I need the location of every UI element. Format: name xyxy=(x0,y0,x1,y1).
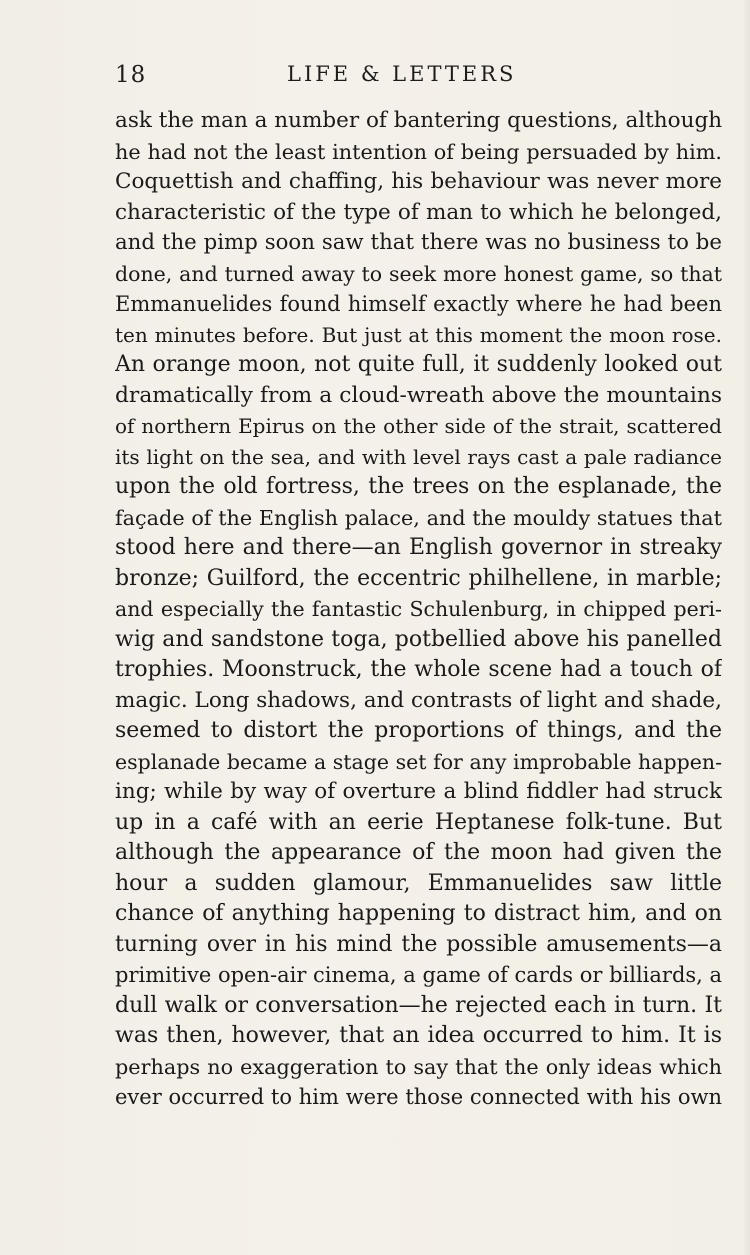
text-line: turning over in his mind the possible amusements—a xyxy=(115,931,722,957)
text-line: wig and sandstone toga, potbellied above his panelled xyxy=(115,626,722,652)
text-line: although the appearance of the moon had given the xyxy=(115,840,722,865)
text-line: Emmanuelides found himself exactly where he had been xyxy=(115,292,722,316)
text-line: was then, however, that an idea occurred to him. It is xyxy=(115,1023,722,1048)
text-line: of northern Epirus on the other side of the strait, scattered xyxy=(115,414,722,438)
text-line: bronze; Guilford, the eccentric philhellene, in marble; xyxy=(115,565,722,591)
text-line: chance of anything happening to distract him, and on xyxy=(115,901,722,926)
page-edge xyxy=(744,0,750,1255)
text-line: stood here and there—an English governor in streaky xyxy=(115,535,722,560)
text-line: he had not the least intention of being persuaded by him. xyxy=(115,139,722,164)
running-head xyxy=(115,58,720,94)
text-line: ever occurred to him were those connected with his own xyxy=(115,1085,722,1109)
text-line: magic. Long shadows, and contrasts of light and shade, xyxy=(115,687,722,713)
text-line: dull walk or conversation—he rejected each in turn. It xyxy=(115,992,722,1018)
text-line: and the pimp soon saw that there was no business to be xyxy=(115,230,722,255)
text-line: trophies. Moonstruck, the whole scene had a touch of xyxy=(115,657,722,682)
text-line: ten minutes before. But just at this moment the moon rose. xyxy=(115,322,722,347)
text-line: dramatically from a cloud-wreath above the mountains xyxy=(115,382,722,408)
text-line: characteristic of the type of man to which he belonged, xyxy=(115,199,722,225)
text-line: done, and turned away to seek more honest game, so that xyxy=(115,261,722,286)
text-line: upon the old fortress, the trees on the esplanade, the xyxy=(115,474,722,499)
text-line: and especially the fantastic Schulenburg, in chipped peri- xyxy=(115,597,722,621)
text-line: up in a café with an eerie Heptanese folk-tune. But xyxy=(115,809,722,835)
text-line: perhaps no exaggeration to say that the only ideas which xyxy=(115,1054,722,1079)
text-line: its light on the sea, and with level rays cast a pale radiance xyxy=(115,444,722,469)
text-line: Coquettish and chaffing, his behaviour was never more xyxy=(115,169,722,194)
body-text xyxy=(115,106,722,1113)
text-line: seemed to distort the proportions of things, and the xyxy=(115,718,722,743)
running-title: LIFE & LETTERS xyxy=(287,62,517,86)
text-line: primitive open-air cinema, a game of cards or billiards, a xyxy=(115,963,722,987)
text-line: façade of the English palace, and the mouldy statues that xyxy=(115,505,722,530)
page-number: 18 xyxy=(115,62,147,88)
text-line: hour a sudden glamour, Emmanuelides saw little xyxy=(115,870,722,896)
text-line: ask the man a number of bantering questions, although xyxy=(115,108,722,133)
text-line: esplanade became a stage set for any improbable happen- xyxy=(115,749,722,774)
text-line: An orange moon, not quite full, it suddenly looked out xyxy=(115,352,722,377)
text-line: ing; while by way of overture a blind fiddler had struck xyxy=(115,779,722,804)
